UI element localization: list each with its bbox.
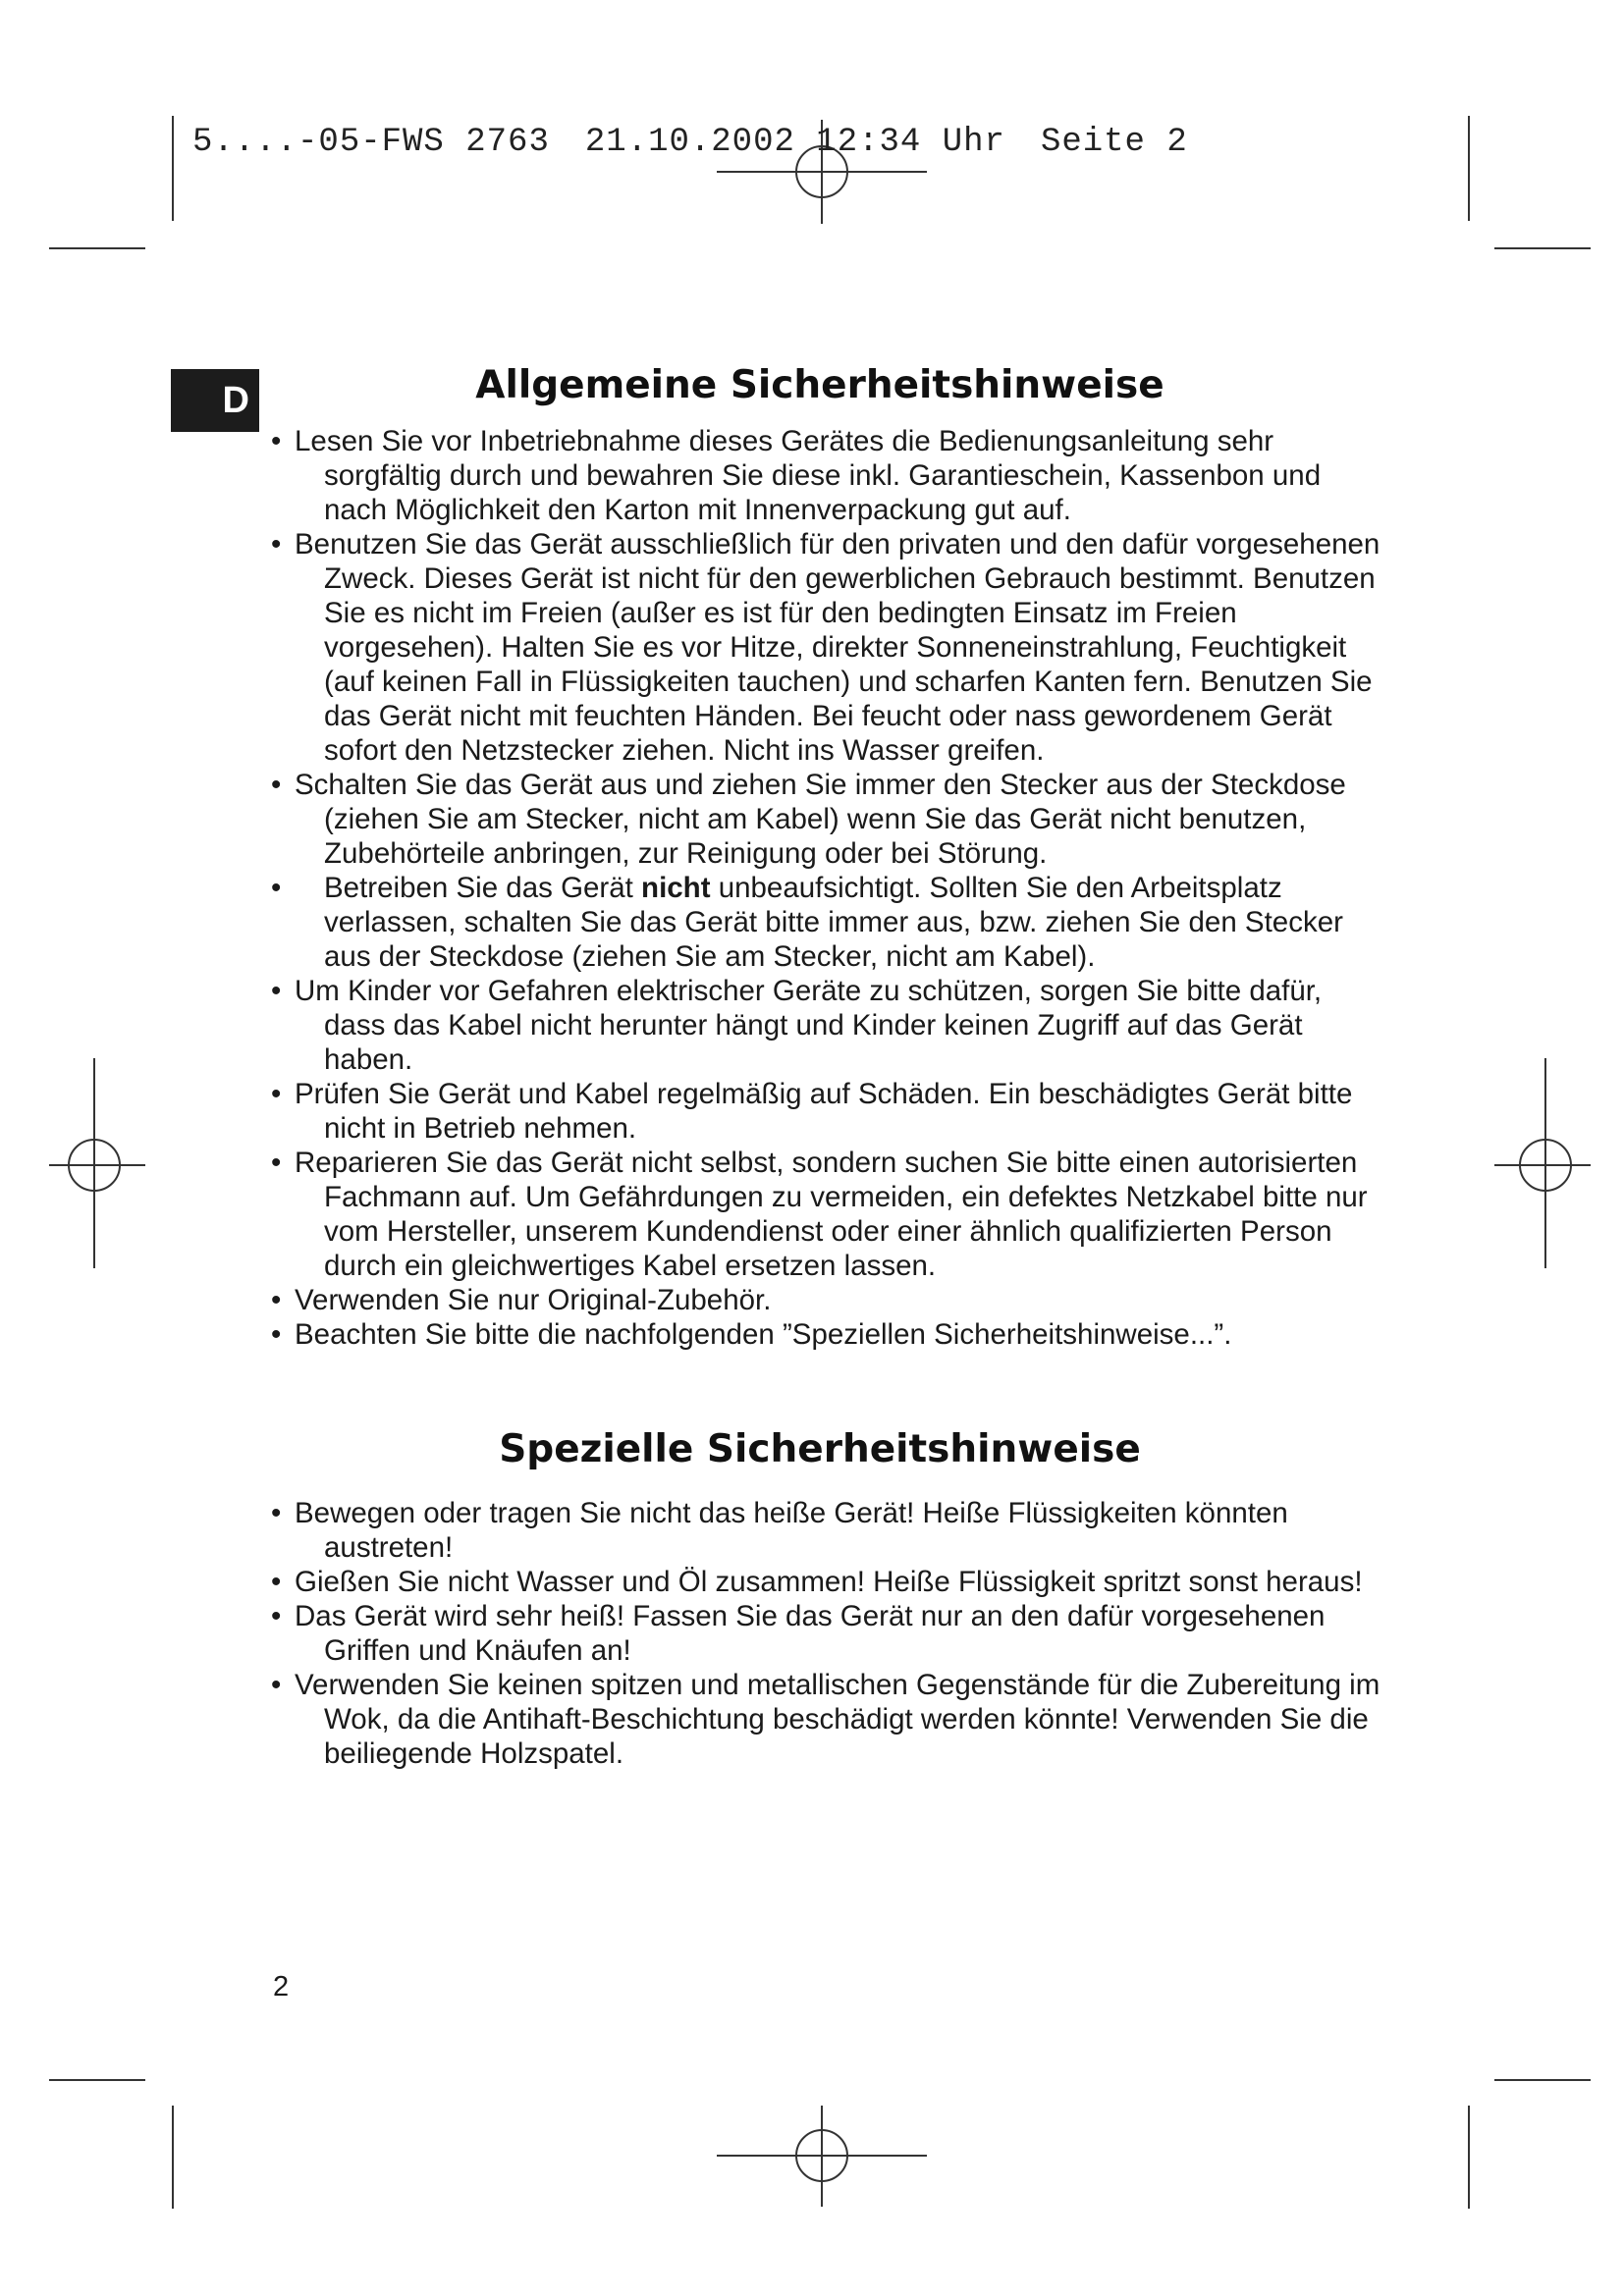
list-item: • Beachten Sie bitte die nachfolgenden ”Speziellen Sicherheitshinweise...”. bbox=[271, 1318, 1232, 1351]
registration-mark-left bbox=[49, 1058, 145, 1268]
list-item: • Schalten Sie das Gerät aus und ziehen Sie immer den Stecker aus der Steckdose (ziehen Sie am Stecker, nicht am Kabel) wenn Sie das Gerät nicht benutzen, Zubehörteile anbringen, zur Reinigung oder bei Störung. bbox=[271, 769, 1346, 870]
bullet: • bbox=[271, 528, 282, 561]
registration-mark-bottom bbox=[717, 2106, 927, 2207]
list-item: • Bewegen oder tragen Sie nicht das heiße Gerät! Heiße Flüssigkeiten könnten austreten! bbox=[271, 1497, 1288, 1564]
bullet: • bbox=[271, 1497, 282, 1529]
bullet: • bbox=[271, 1600, 282, 1632]
page-number: 2 bbox=[273, 1971, 290, 2002]
print-slug bbox=[192, 124, 1223, 161]
list-item: • Reparieren Sie das Gerät nicht selbst, sondern suchen Sie bitte einen autorisierten Fachmann auf. Um Gefährdungen zu vermeiden, ein defektes Netzkabel bitte nur vom Hersteller, unserem Kundendienst oder einer ähnlich qualifizierten Person durch ein gleichwertiges Kabel ersetzen lassen. bbox=[271, 1147, 1368, 1282]
special-safety-list bbox=[271, 1496, 1390, 1771]
slug-job: 5....-05-FWS 2763 bbox=[192, 124, 550, 161]
list-item: • Benutzen Sie das Gerät ausschließlich für den privaten und den dafür vorgesehenen Zweck. Dieses Gerät ist nicht für den gewerblichen Gebrauch bestimmt. Benutzen Sie es nicht im Freien (außer es ist für den bedingten Einsatz im Freien vorgesehen). Halten Sie es vor Hitze, direkter Sonneneinstrahlung, Feuchtigkeit (auf keinen Fall in Flüssigkeiten tauchen) und scharfen Kanten fern. Benutzen Sie das Gerät nicht mit feuchten Händen. Bei feucht oder nass gewordenem Gerät sofort den Netzstecker ziehen. Nicht ins Wasser greifen. bbox=[271, 528, 1380, 767]
list-item: • Prüfen Sie Gerät und Kabel regelmäßig auf Schäden. Ein beschädigtes Gerät bitte nicht in Betrieb nehmen. bbox=[271, 1078, 1353, 1145]
list-item: • Lesen Sie vor Inbetriebnahme dieses Gerätes die Bedienungsanleitung sehr sorgfältig durch und bewahren Sie diese inkl. Garantieschein, Kassenbon und nach Möglichkeit den Karton mit Innenverpackung gut auf. bbox=[271, 425, 1322, 526]
bullet: • bbox=[271, 1078, 282, 1110]
bullet: • bbox=[271, 1318, 282, 1351]
list-item: • Das Gerät wird sehr heiß! Fassen Sie das Gerät nur an den dafür vorgesehenen Griffen und Knäufen an! bbox=[271, 1600, 1326, 1667]
slug-date-time: 21.10.2002 12:34 Uhr bbox=[584, 124, 1005, 161]
list-item: • Verwenden Sie nur Original-Zubehör. bbox=[271, 1284, 772, 1316]
language-tab: D bbox=[171, 369, 259, 432]
emphasis-text: nicht bbox=[641, 872, 711, 904]
section-title-general-safety: Allgemeine Sicherheitshinweise bbox=[475, 363, 1164, 407]
bullet: • bbox=[271, 975, 282, 1007]
section-title-special-safety: Spezielle Sicherheitshinweise bbox=[499, 1427, 1141, 1471]
bullet: • bbox=[271, 1147, 282, 1179]
bullet: • bbox=[271, 872, 282, 904]
list-item: • Um Kinder vor Gefahren elektrischer Geräte zu schützen, sorgen Sie bitte dafür, dass das Kabel nicht herunter hängt und Kinder keinen Zugriff auf das Gerät haben. bbox=[271, 975, 1323, 1076]
registration-mark-right bbox=[1494, 1058, 1591, 1268]
general-safety-list bbox=[271, 424, 1390, 1352]
slug-page: Seite 2 bbox=[1040, 124, 1188, 161]
bullet: • bbox=[271, 769, 282, 801]
bullet: • bbox=[271, 1284, 282, 1316]
bullet: • bbox=[271, 425, 282, 457]
list-item: • Betreiben Sie das Gerät nicht unbeaufsichtigt. Sollten Sie den Arbeitsplatz verlassen, schalten Sie das Gerät bitte immer aus, bzw. ziehen Sie den Stecker aus der Steckdose (ziehen Sie am Stecker, nicht am Kabel). bbox=[271, 872, 1343, 973]
list-item: • Gießen Sie nicht Wasser und Öl zusammen! Heiße Flüssigkeit spritzt sonst heraus! bbox=[271, 1566, 1363, 1598]
bullet: • bbox=[271, 1566, 282, 1598]
list-item: • Verwenden Sie keinen spitzen und metallischen Gegenstände für die Zubereitung im Wok, da die Antihaft-Beschichtung beschädigt werden könnte! Verwenden Sie die beiliegende Holzspatel. bbox=[271, 1669, 1380, 1770]
bullet: • bbox=[271, 1669, 282, 1701]
